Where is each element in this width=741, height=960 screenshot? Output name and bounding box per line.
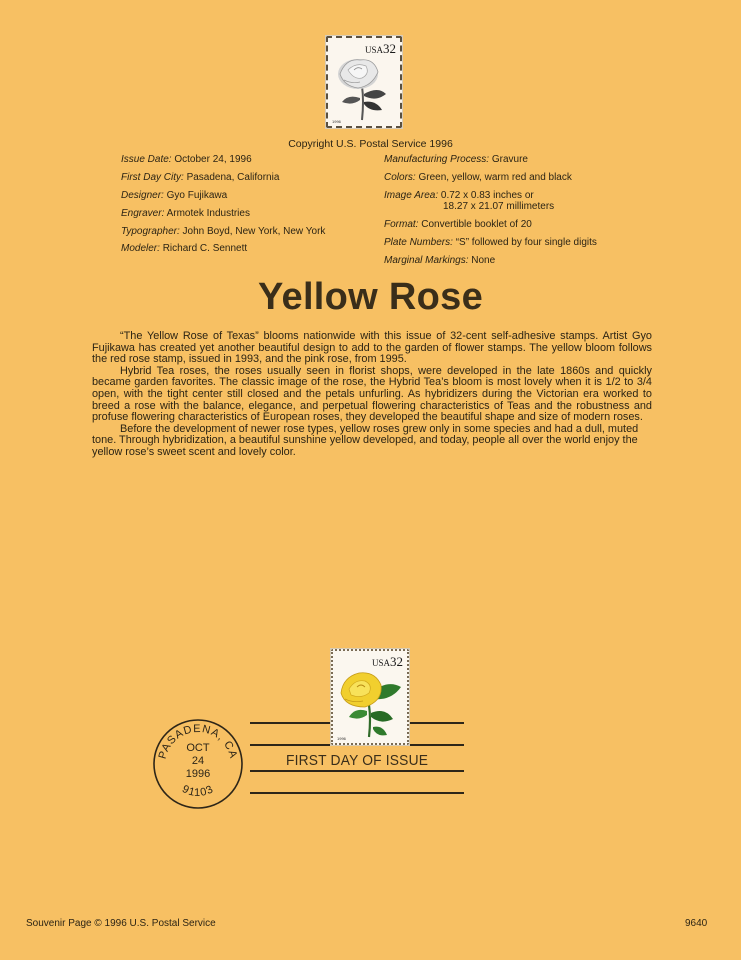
body-paragraph: Hybrid Tea roses, the roses usually seen in florist shops, were developed in the late 1860s and quickly became garden favorites. The classic image of the rose, the Hybrid Tea’s bloom is most lovely when it is 1/2 to 3/4 open, with the tight center still closed and the petals unfurling. As hybridizers during the Victorian era worked to breed a rose with the balance, elegance, and perpetual flowering characteristics of Teas and the robustness and profuse flowering characteristics of European roses, they developed the beautiful shape and size of modern roses. [92,364,652,424]
body-text [92,331,652,459]
detail-manufacturing-process [384,154,528,166]
stamp-year: 1996 [332,119,341,124]
detail-typographer [121,226,325,238]
svg-text:91103 [180,783,216,799]
detail-value: Green, yellow, warm red and black [418,172,572,183]
detail-label: Engraver: [121,208,165,219]
detail-value: Richard C. Sennett [162,243,248,254]
stamp-year: 1996 [337,736,346,741]
detail-value: October 24, 1996 [174,154,252,165]
detail-value: Pasadena, California [186,172,280,183]
detail-label: Issue Date: [121,154,172,165]
copyright-line: Copyright U.S. Postal Service 1996 [288,138,453,150]
postmark-day: 24 [191,755,205,767]
detail-label: Format: [384,219,419,230]
detail-colors [384,172,572,184]
detail-label: Modeler: [121,243,160,254]
detail-label: Typographer: [121,226,180,237]
postmark-year: 1996 [185,768,211,780]
cancel-line [250,792,464,794]
detail-label: Marginal Markings: [384,255,469,266]
postmark-city: PASADENA, CA [156,722,240,761]
body-paragraph: Before the development of newer rose types, yellow roses grew only in some species and had a dull, muted tone. Through hybridization, a beautiful sunshine yellow developed, and today, people all over the world enjoy the yellow rose’s sweet scent and lovely color. [92,422,639,458]
detail-format [384,219,532,231]
detail-label: Designer: [121,190,164,201]
detail-designer [121,190,227,202]
cancel-line [250,770,464,772]
detail-value: Gyo Fujikawa [166,190,228,201]
detail-value: Armotek Industries [166,208,250,219]
stamp-denomination-label: USA32 [371,654,403,669]
stamp-denomination-label: USA32 [364,41,396,56]
detail-image-area-metric: 18.27 x 21.07 millimeters [443,201,555,212]
first-day-of-issue-label: FIRST DAY OF ISSUE [286,752,429,769]
detail-first-day-city [121,172,279,184]
postmark [151,717,245,811]
detail-value: “S” followed by four single digits [455,237,597,248]
stamp-image-top [326,36,402,128]
detail-label: First Day City: [121,172,184,183]
detail-modeler [121,243,247,255]
detail-value: Gravure [491,154,528,165]
stamp-image-bottom [331,649,409,745]
detail-label: Image Area: [384,190,439,201]
detail-label: Manufacturing Process: [384,154,490,165]
detail-value: Convertible booklet of 20 [421,219,532,230]
postmark-month: OCT [186,742,210,754]
detail-label: Plate Numbers: [384,237,453,248]
body-paragraph: “The Yellow Rose of Texas” blooms nationwide with this issue of 32-cent self-adhesive stamps. Artist Gyo Fujikawa has created yet another beautiful design to add to the garden of flower stamps. The yellow bloom follows the red rose stamp, issued in 1993, and the pink rose, from 1995. [92,330,652,366]
footer-souvenir-page: Souvenir Page © 1996 U.S. Postal Service [26,918,216,929]
postmark-zip: 91103 [180,783,216,799]
detail-plate-numbers [384,237,597,249]
detail-value: 0.72 x 0.83 inches or [440,190,534,201]
detail-engraver [121,208,250,220]
detail-marginal-markings [384,255,495,267]
detail-value: John Boyd, New York, New York [182,226,326,237]
detail-value: None [471,255,496,266]
footer-page-number: 9640 [685,918,708,929]
detail-issue-date [121,154,252,166]
detail-label: Colors: [384,172,416,183]
page-title: Yellow Rose [257,276,484,318]
